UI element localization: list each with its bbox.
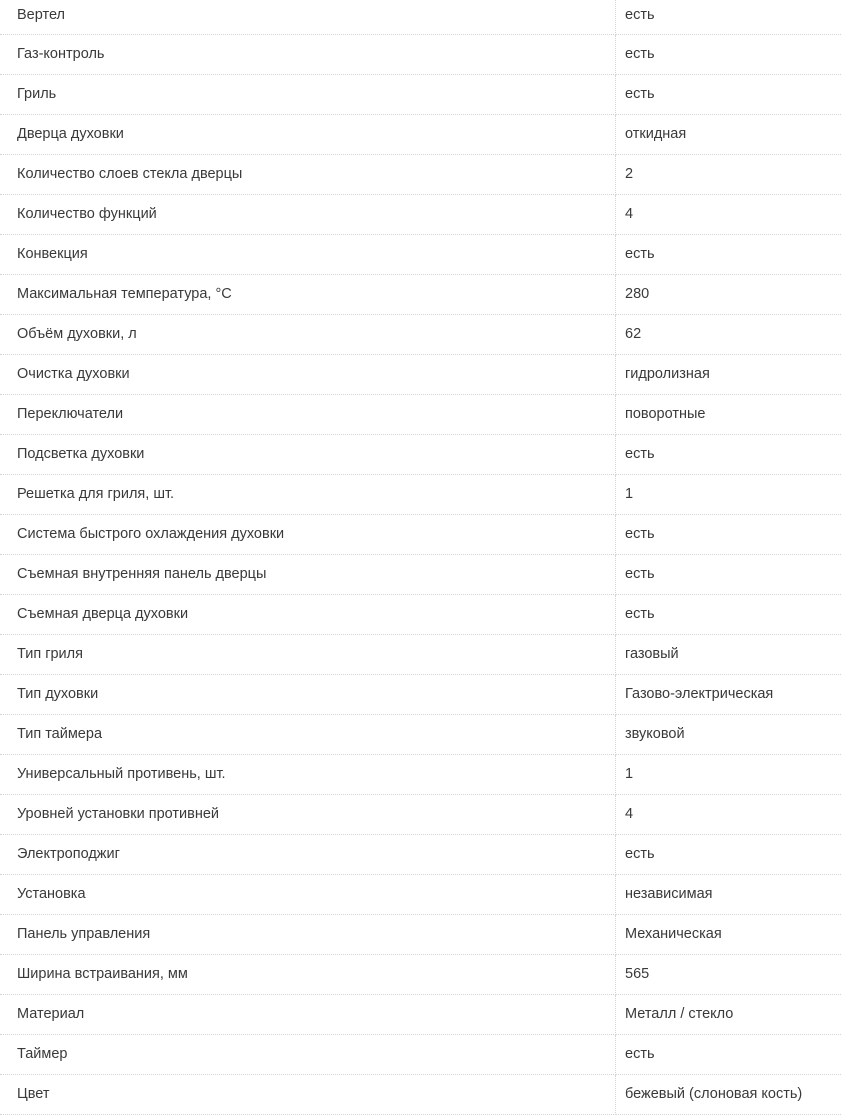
spec-name: Установка bbox=[0, 875, 616, 915]
table-row bbox=[0, 355, 841, 395]
table-row bbox=[0, 875, 841, 915]
spec-value: бежевый (слоновая кость) bbox=[616, 1075, 841, 1115]
spec-value: Газово-электрическая bbox=[616, 675, 841, 715]
spec-value: 565 bbox=[616, 955, 841, 995]
spec-name: Тип духовки bbox=[0, 675, 616, 715]
table-row bbox=[0, 315, 841, 355]
spec-name: Очистка духовки bbox=[0, 355, 616, 395]
spec-value: есть bbox=[616, 75, 841, 115]
table-row bbox=[0, 155, 841, 195]
spec-value: 280 bbox=[616, 275, 841, 315]
spec-name: Переключатели bbox=[0, 395, 616, 435]
table-row bbox=[0, 235, 841, 275]
table-row bbox=[0, 75, 841, 115]
table-row bbox=[0, 555, 841, 595]
spec-name: Материал bbox=[0, 995, 616, 1035]
spec-name: Количество функций bbox=[0, 195, 616, 235]
spec-value: откидная bbox=[616, 115, 841, 155]
spec-value: есть bbox=[616, 595, 841, 635]
spec-value: газовый bbox=[616, 635, 841, 675]
spec-name: Уровней установки противней bbox=[0, 795, 616, 835]
table-row bbox=[0, 795, 841, 835]
spec-name: Решетка для гриля, шт. bbox=[0, 475, 616, 515]
table-row bbox=[0, 635, 841, 675]
table-row bbox=[0, 715, 841, 755]
spec-value: звуковой bbox=[616, 715, 841, 755]
spec-name: Съемная дверца духовки bbox=[0, 595, 616, 635]
spec-value: поворотные bbox=[616, 395, 841, 435]
spec-value: есть bbox=[616, 835, 841, 875]
spec-value: есть bbox=[616, 555, 841, 595]
table-row bbox=[0, 995, 841, 1035]
spec-value: есть bbox=[616, 435, 841, 475]
spec-name: Объём духовки, л bbox=[0, 315, 616, 355]
spec-name: Панель управления bbox=[0, 915, 616, 955]
spec-name: Ширина встраивания, мм bbox=[0, 955, 616, 995]
spec-name: Конвекция bbox=[0, 235, 616, 275]
spec-name: Вертел bbox=[0, 0, 616, 35]
table-row bbox=[0, 275, 841, 315]
spec-name: Подсветка духовки bbox=[0, 435, 616, 475]
spec-value: 2 bbox=[616, 155, 841, 195]
spec-value: независимая bbox=[616, 875, 841, 915]
spec-value: есть bbox=[616, 0, 841, 35]
spec-value: есть bbox=[616, 35, 841, 75]
spec-name: Тип гриля bbox=[0, 635, 616, 675]
spec-name: Тип таймера bbox=[0, 715, 616, 755]
table-row bbox=[0, 675, 841, 715]
table-row bbox=[0, 115, 841, 155]
table-row bbox=[0, 475, 841, 515]
spec-name: Электроподжиг bbox=[0, 835, 616, 875]
spec-value: Металл / стекло bbox=[616, 995, 841, 1035]
spec-name: Максимальная температура, °C bbox=[0, 275, 616, 315]
table-row bbox=[0, 1035, 841, 1075]
spec-name: Система быстрого охлаждения духовки bbox=[0, 515, 616, 555]
spec-name: Цвет bbox=[0, 1075, 616, 1115]
table-row bbox=[0, 1075, 841, 1115]
table-row bbox=[0, 835, 841, 875]
spec-value: гидролизная bbox=[616, 355, 841, 395]
spec-value: 4 bbox=[616, 795, 841, 835]
table-row bbox=[0, 595, 841, 635]
spec-name: Таймер bbox=[0, 1035, 616, 1075]
table-row bbox=[0, 955, 841, 995]
table-row bbox=[0, 0, 841, 35]
table-row bbox=[0, 755, 841, 795]
table-row bbox=[0, 195, 841, 235]
spec-name: Дверца духовки bbox=[0, 115, 616, 155]
spec-value: есть bbox=[616, 1035, 841, 1075]
table-row bbox=[0, 35, 841, 75]
spec-name: Количество слоев стекла дверцы bbox=[0, 155, 616, 195]
spec-value: Механическая bbox=[616, 915, 841, 955]
spec-value: есть bbox=[616, 235, 841, 275]
table-row bbox=[0, 915, 841, 955]
table-row bbox=[0, 515, 841, 555]
spec-value: 1 bbox=[616, 475, 841, 515]
spec-name: Съемная внутренняя панель дверцы bbox=[0, 555, 616, 595]
table-row bbox=[0, 395, 841, 435]
spec-name: Гриль bbox=[0, 75, 616, 115]
spec-value: 1 bbox=[616, 755, 841, 795]
spec-value: есть bbox=[616, 515, 841, 555]
spec-value: 62 bbox=[616, 315, 841, 355]
spec-name: Газ-контроль bbox=[0, 35, 616, 75]
table-row bbox=[0, 435, 841, 475]
spec-value: 4 bbox=[616, 195, 841, 235]
spec-name: Универсальный противень, шт. bbox=[0, 755, 616, 795]
